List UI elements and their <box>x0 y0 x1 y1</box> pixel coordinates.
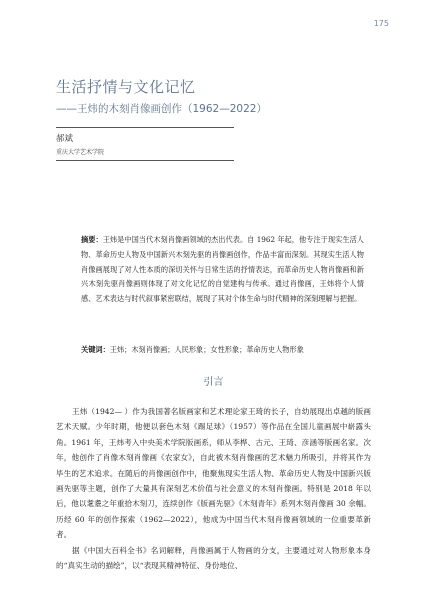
author-name: 郝斌 <box>56 134 74 144</box>
article-subtitle: ——王炜的木刻肖像画创作（1962—2022） <box>56 103 267 115</box>
keywords-text: 王炜；木刻肖像画；人民形象；女性形象；革命历史人物形象 <box>109 345 304 354</box>
header-rule-top <box>56 127 234 128</box>
abstract-label: 摘要： <box>81 235 103 244</box>
section-heading: 引言 <box>203 377 224 388</box>
article-title: 生活抒情与文化记忆 <box>56 78 196 96</box>
body-text <box>56 404 371 573</box>
title-block <box>56 76 267 116</box>
keywords <box>81 345 371 355</box>
abstract-text: 王炜是中国当代木刻肖像画领域的杰出代表。自 1962 年起，他专注于现实生活人物、革命历史人物及中国新兴木刻先驱的肖像画创作，作品丰富而深刻。其现实生活人物肖像画展现了对人性本质的深切关怀与日常生活的抒情表达，而革命历史人物肖像画和新兴木刻先驱肖像画则体现了对文化记忆的自觉建构与传承。通过肖像画，王炜将个人情感、艺术表达与时代叙事紧密联结，展现了其对个体生命与时代精神的深刻理解与把握。 <box>81 235 364 304</box>
body-paragraph: 据《中国大百科全书》名词解释，肖像画属于人物画的分支，主要通过对人物形象本身的“真实生动的描绘”，以“表现其精神特征、身份地位、 <box>56 545 371 571</box>
author-affiliation: 重庆大学艺术学院 <box>56 149 105 156</box>
keywords-label: 关键词： <box>81 345 110 354</box>
body-paragraph: 王炜（1942— ）作为我国著名版画家和艺术理论家王琦的长子，自幼展现出卓越的版画艺术天赋。少年时期，他便以套色木刻《踢足球》（1957）等作品在全国儿童画展中崭露头角。1961 年，王炜考入中央美术学院版画系，师从李桦、古元、王琦、彦涵等版画名家。次年，他创作了肖像木刻肖像画《农家女》，自此被木刻肖像画的艺术魅力所吸引，并将其作为毕生的艺术追求。在随后的肖像画创作中，他聚焦现实生活人物、革命历史人物及中国新兴版画先驱等主题，创作了大量具有深刻艺术价值与社会意义的木刻肖像画。特别是 2018 年以后，他以耄耋之年重拾木刻刀，连续创作《版画先驱》《木刻青年》系列木刻肖像画 30 余幅。历经 60 年的创作探索（1962—2022），他成为中国当代木刻肖像画领域的一位重要革新者。 <box>56 407 371 540</box>
header-rule-bottom <box>56 160 234 161</box>
page-number: 175 <box>373 19 389 28</box>
abstract <box>81 233 364 307</box>
